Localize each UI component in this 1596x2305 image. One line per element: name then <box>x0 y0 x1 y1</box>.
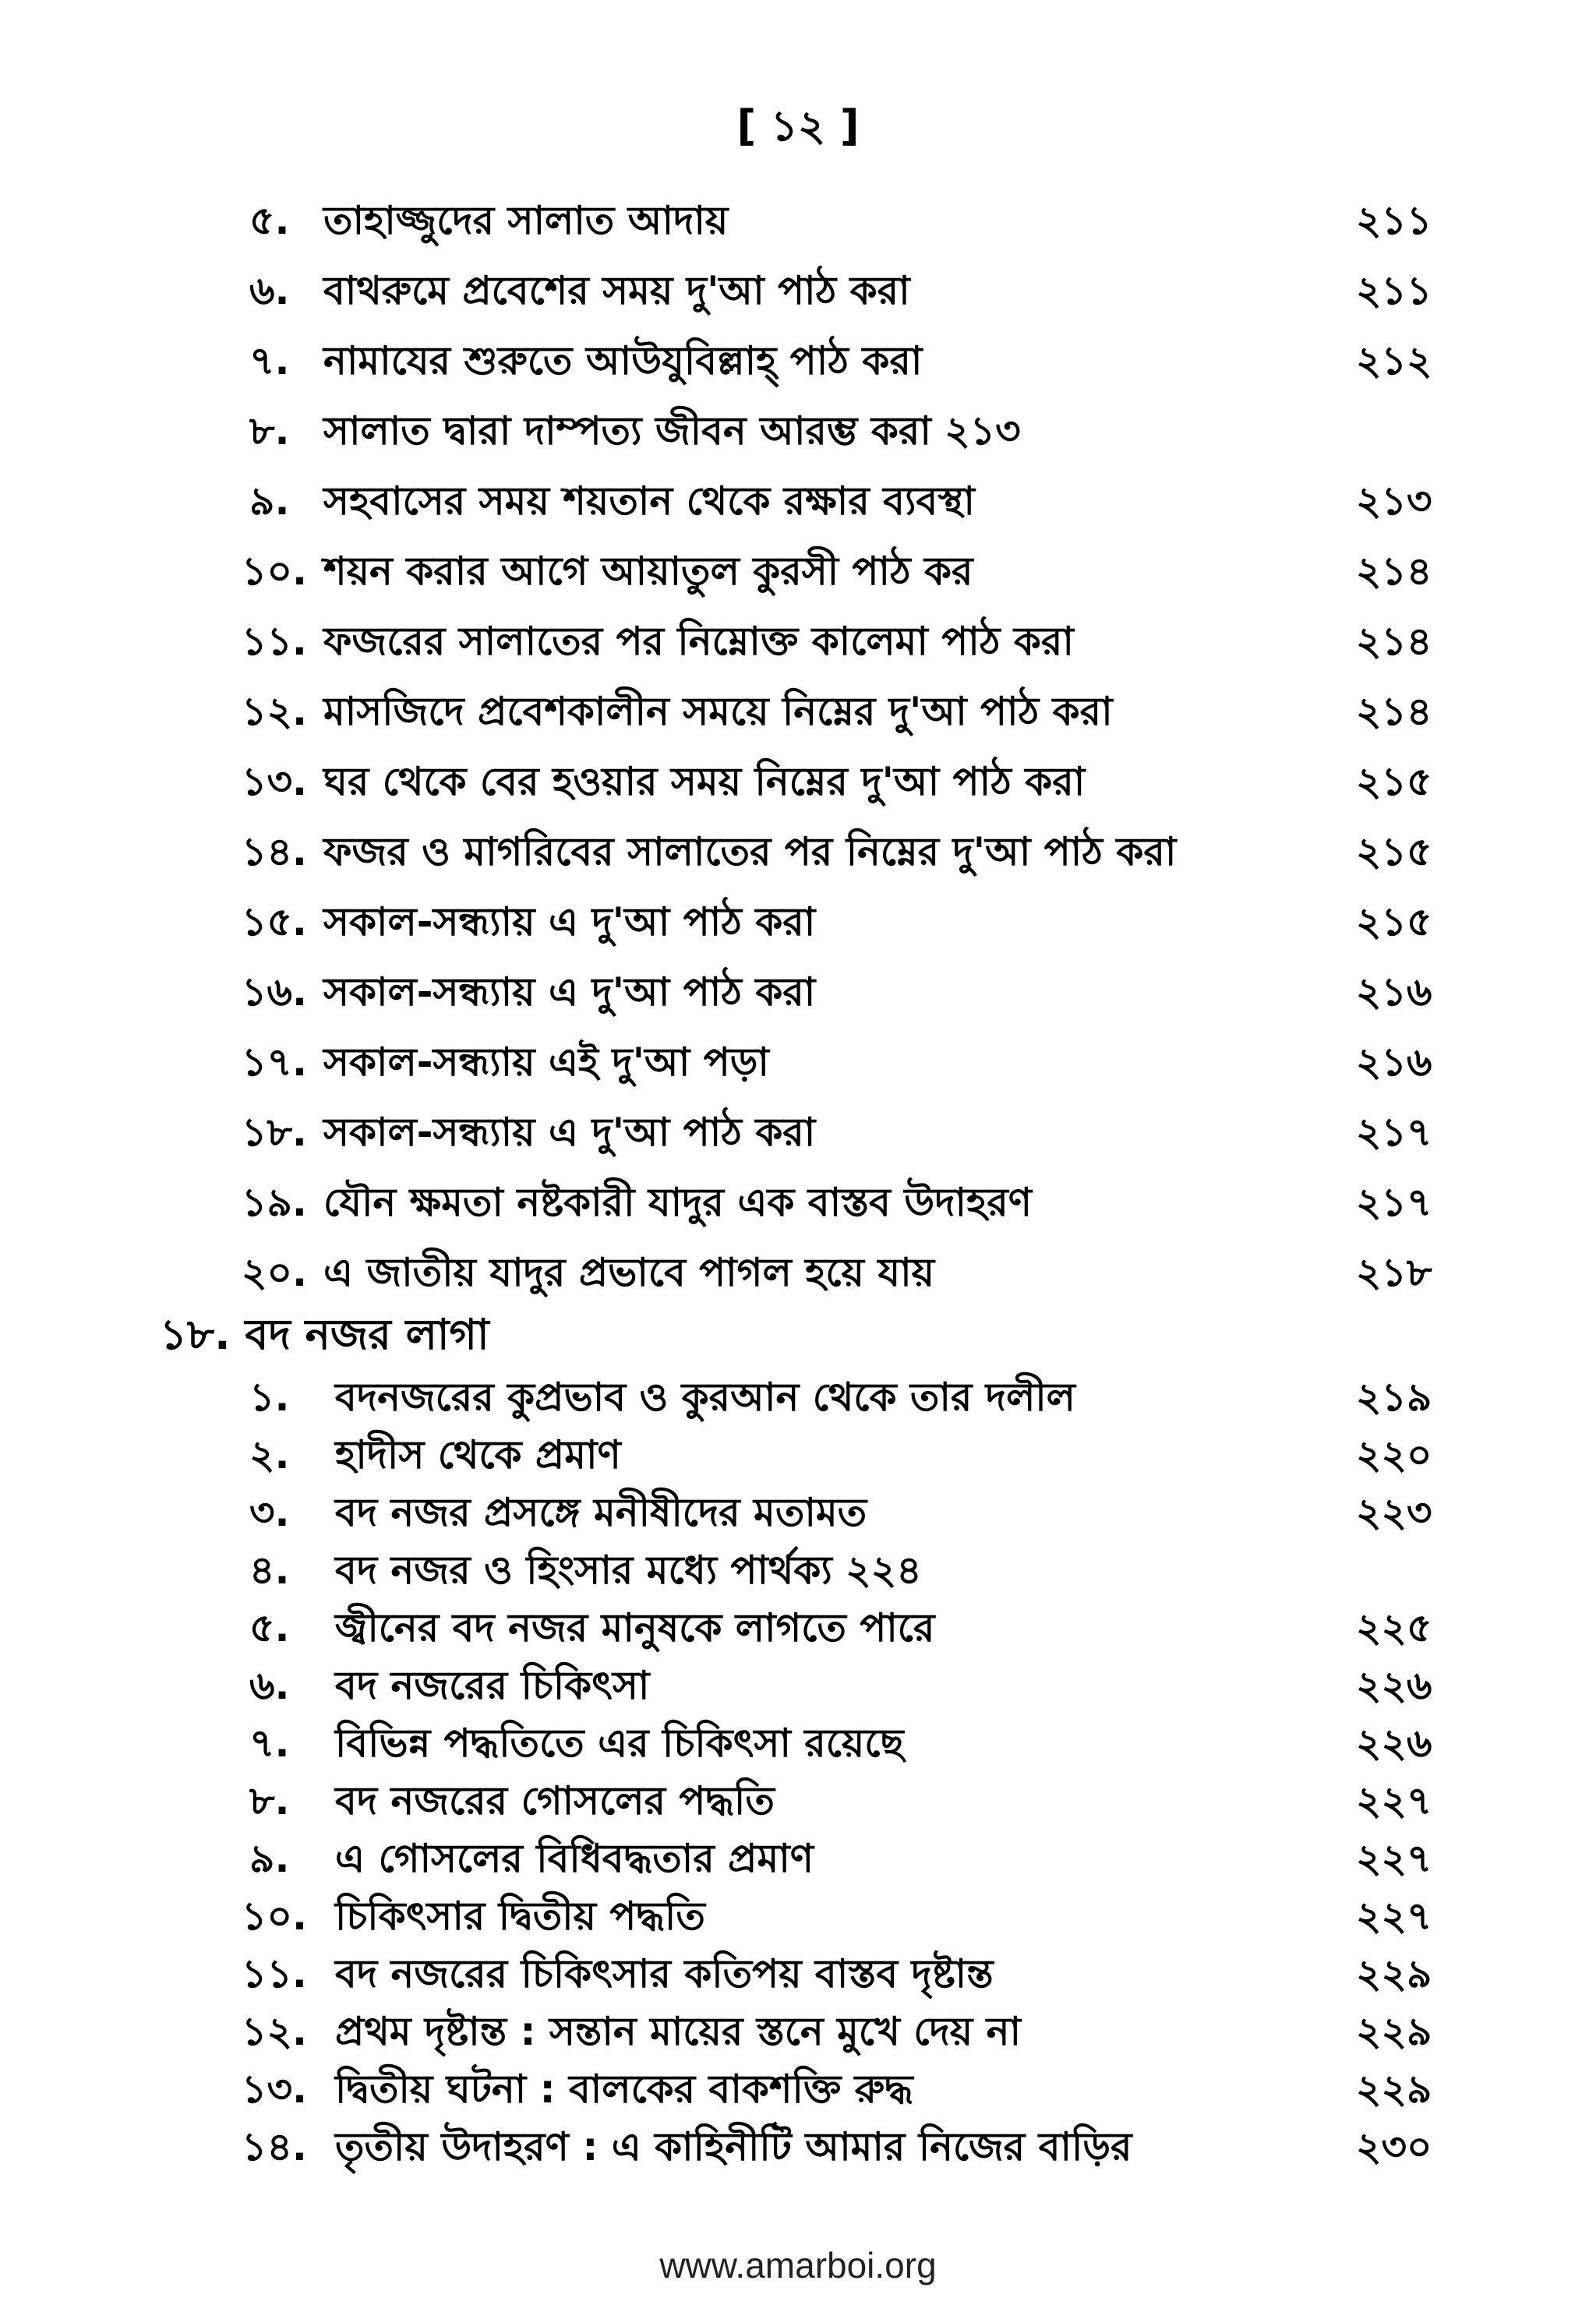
toc-entry <box>242 1171 1465 1234</box>
entry-number: ৮. <box>249 408 290 454</box>
entry-title: বদ নজরের চিকিৎসার কতিপয় বাস্তব দৃষ্টান্ত <box>335 1951 994 1996</box>
entry-page: ২১২ <box>1356 338 1432 383</box>
entry-page: ২২৬ <box>1356 1663 1432 1708</box>
toc-entry <box>242 680 1465 743</box>
toc-entry <box>242 610 1465 672</box>
entry-title: ফজরের সালাতের পর নিম্নোক্ত কালেমা পাঠ করা <box>323 619 1074 664</box>
entry-title: তৃতীয় উদাহরণ : এ কাহিনীটি আমার নিজের বাড়ির <box>335 2124 1132 2169</box>
toc-entry <box>249 400 1465 462</box>
entry-number: ২০. <box>242 1250 308 1295</box>
entry-number: ৬. <box>249 268 290 313</box>
toc-entry <box>249 1597 1465 1659</box>
toc-entry <box>242 891 1465 953</box>
entry-title: এ জাতীয় যাদুর প্রভাবে পাগল হয়ে যায় <box>323 1250 935 1295</box>
entry-title: সকাল-সন্ধ্যায় এ দু'আ পাঠ করা <box>323 969 816 1015</box>
entry-page: ২১১ <box>1356 268 1432 313</box>
toc-entry <box>242 1943 1465 2005</box>
entry-number: ১৭. <box>242 1040 307 1085</box>
entry-page: ২১৮ <box>1356 1250 1432 1295</box>
entry-title: বাথরুমে প্রবেশের সময় দু'আ পাঠ করা <box>323 268 910 313</box>
toc-entry <box>249 259 1465 322</box>
toc-entry <box>249 1827 1465 1890</box>
entry-number: ১২. <box>242 689 307 734</box>
entry-page: ২৩০ <box>1356 2124 1432 2169</box>
entry-title: বদ নজর ও হিংসার মধ্যে পার্থক্য ২২৪ <box>335 1548 922 1593</box>
entry-title: সালাত দ্বারা দাম্পত্য জীবন আরম্ভ করা ২১৩ <box>323 408 1021 454</box>
entry-page: ২১৫ <box>1356 759 1432 804</box>
entry-number: ৮. <box>249 1778 290 1823</box>
entry-title: ফজর ও মাগরিবের সালাতের পর নিম্নের দু'আ পাঠ করা <box>323 829 1177 874</box>
entry-page: ২২৩ <box>1356 1490 1432 1535</box>
toc-entry <box>249 189 1465 252</box>
toc-entry <box>242 540 1465 602</box>
entry-title: বিভিন্ন পদ্ধতিতে এর চিকিৎসা রয়েছে <box>335 1721 904 1766</box>
entry-number: ৬. <box>249 1663 290 1708</box>
entry-title: বদ নজরের গোসলের পদ্ধতি <box>335 1778 775 1823</box>
entry-title: প্রথম দৃষ্টান্ত : সন্তান মায়ের স্তনে মুখে দেয় না <box>335 2009 1021 2054</box>
entry-title: হাদীস থেকে প্রমাণ <box>335 1432 621 1477</box>
entry-page: ২১৬ <box>1356 1040 1432 1085</box>
entry-page: ২২৭ <box>1356 1836 1432 1881</box>
entry-title: বদ নজর প্রসঙ্গে মনীষীদের মতামত <box>335 1490 867 1535</box>
toc-entry <box>249 330 1465 392</box>
entry-title: নামাযের শুরুতে আউযুবিল্লাহ্ পাঠ করা <box>323 338 923 383</box>
entry-number: ১৯. <box>242 1180 307 1225</box>
entry-number: ১. <box>249 1375 290 1420</box>
entry-title: ঘর থেকে বের হওয়ার সময় নিম্নের দু'আ পাঠ করা <box>323 759 1086 804</box>
entry-page: ২২৭ <box>1356 1894 1432 1939</box>
entry-page: ২১৪ <box>1356 549 1432 594</box>
toc-entry <box>249 1424 1465 1486</box>
entry-title: সকাল-সন্ধ্যায় এই দু'আ পড়া <box>323 1040 769 1085</box>
toc-entry <box>242 2116 1465 2178</box>
entry-title: তাহাজ্জুদের সালাত আদায় <box>323 198 729 243</box>
entry-page: ২২৫ <box>1356 1605 1432 1650</box>
entry-page: ২১৭ <box>1356 1180 1432 1225</box>
entry-title: সকাল-সন্ধ্যায় এ দু'আ পাঠ করা <box>323 1110 816 1155</box>
entry-page: ২১৫ <box>1356 899 1432 944</box>
entry-number: ১৬. <box>242 969 307 1015</box>
entry-number: ৩. <box>249 1490 290 1535</box>
entry-page: ২২০ <box>1356 1432 1432 1477</box>
entry-page: ২২৯ <box>1356 2067 1432 2112</box>
entry-title: যৌন ক্ষমতা নষ্টকারী যাদুর এক বাস্তব উদাহরণ <box>323 1180 1032 1225</box>
entry-page: ২২৭ <box>1356 1778 1432 1823</box>
entry-number: ৯. <box>249 1836 290 1881</box>
toc-entry <box>242 821 1465 883</box>
entry-number: ১৪. <box>242 829 307 874</box>
entry-number: ১১. <box>242 619 307 664</box>
entry-page: ২১৩ <box>1356 478 1432 524</box>
footer-website: www.amarboi.org <box>659 2245 937 2286</box>
entry-page: ২১৪ <box>1356 619 1432 664</box>
entry-title: এ গোসলের বিধিবদ্ধতার প্রমাণ <box>335 1836 814 1881</box>
entry-number: ১০. <box>242 549 307 594</box>
entry-number: ৪. <box>249 1548 290 1593</box>
entry-number: ১২. <box>242 2009 307 2054</box>
entry-title: চিকিৎসার দ্বিতীয় পদ্ধতি <box>335 1894 705 1939</box>
toc-entry <box>242 1241 1465 1304</box>
entry-number: ৫. <box>249 198 290 243</box>
entry-number: ৫. <box>249 1605 290 1650</box>
toc-entry <box>249 1481 1465 1544</box>
toc-entry <box>249 1712 1465 1774</box>
entry-number: ১৫. <box>242 899 307 944</box>
toc-entry <box>249 1539 1465 1601</box>
entry-number: ১৪. <box>242 2124 307 2169</box>
entry-title: সকাল-সন্ধ্যায় এ দু'আ পাঠ করা <box>323 899 816 944</box>
toc-entry <box>242 750 1465 813</box>
toc-entry <box>242 1885 1465 1947</box>
toc-entry <box>242 2058 1465 2120</box>
entry-number: ১০. <box>242 1894 307 1939</box>
entry-page: ২১১ <box>1356 198 1432 243</box>
entry-page: ২২৯ <box>1356 1951 1432 1996</box>
entry-number: ২. <box>249 1432 290 1477</box>
page-number: [ ১২ ] <box>736 101 860 150</box>
entry-title: দ্বিতীয় ঘটনা : বালকের বাকশক্তি রুদ্ধ <box>335 2067 913 2112</box>
entry-page: ২২৯ <box>1356 2009 1432 2054</box>
entry-page: ২২৬ <box>1356 1721 1432 1766</box>
entry-number: ১৩. <box>242 2067 307 2112</box>
toc-entry <box>249 1654 1465 1717</box>
entry-title: বদ নজরের চিকিৎসা <box>335 1663 650 1708</box>
entry-page: ২১৬ <box>1356 969 1432 1015</box>
toc-entry <box>249 1770 1465 1832</box>
entry-title: মাসজিদে প্রবেশকালীন সময়ে নিম্নের দু'আ পাঠ করা <box>323 689 1113 734</box>
entry-number: ৭. <box>249 338 290 383</box>
entry-number: ৭. <box>249 1721 290 1766</box>
entry-page: ২১৯ <box>1356 1375 1432 1420</box>
entry-number: ১১. <box>242 1951 307 1996</box>
entry-number: ৯. <box>249 478 290 524</box>
toc-entry <box>249 470 1465 532</box>
toc-entry <box>242 2000 1465 2063</box>
entry-page: ২১৭ <box>1356 1110 1432 1155</box>
entry-title: জ্বীনের বদ নজর মানুষকে লাগতে পারে <box>335 1605 935 1650</box>
entry-title: শয়ন করার আগে আয়াতুল কুরসী পাঠ কর <box>323 549 973 594</box>
entry-number: ১৩. <box>242 759 307 804</box>
toc-entry <box>249 1366 1465 1428</box>
toc-entry <box>242 1031 1465 1093</box>
section-heading: ১৮. বদ নজর লাগা <box>160 1310 489 1359</box>
entry-title: বদনজরের কুপ্রভাব ও কুরআন থেকে তার দলীল <box>335 1375 1075 1420</box>
entry-page: ২১৪ <box>1356 689 1432 734</box>
toc-entry <box>242 961 1465 1023</box>
entry-page: ২১৫ <box>1356 829 1432 874</box>
entry-number: ১৮. <box>242 1110 307 1155</box>
toc-entry <box>242 1101 1465 1163</box>
entry-title: সহবাসের সময় শয়তান থেকে রক্ষার ব্যবস্থা <box>323 478 975 524</box>
